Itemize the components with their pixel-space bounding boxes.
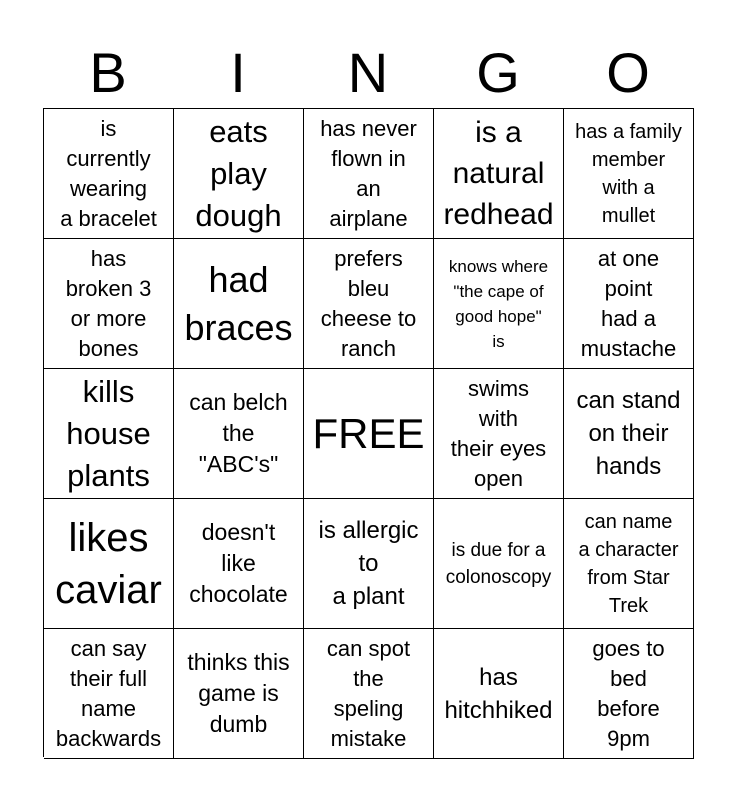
cell-text: knows where "the cape of good hope" is — [448, 256, 549, 351]
header-letter-o: O — [606, 41, 650, 104]
cell-text: doesn't like chocolate — [189, 519, 288, 607]
bingo-cell — [304, 629, 434, 759]
bingo-cell — [44, 499, 174, 629]
cell-text: thinks this game is dumb — [187, 649, 290, 737]
header-letter-b: B — [89, 41, 127, 104]
bingo-cell — [44, 109, 174, 239]
cell-text: has broken 3 or more bones — [65, 245, 152, 361]
cell-text: kills house plants — [66, 373, 151, 493]
bingo-cell — [174, 239, 304, 369]
bingo-cell — [174, 369, 304, 499]
cell-text: has a family member with a mullet — [575, 120, 682, 227]
cell-text: is a natural redhead — [443, 116, 554, 231]
cell-text: has never flown in an airplane — [320, 115, 417, 231]
cell-text: goes to bed before 9pm — [592, 635, 665, 751]
free-space-label: FREE — [312, 409, 425, 457]
bingo-cell — [564, 499, 694, 629]
bingo-cell — [44, 629, 174, 759]
cell-text: is allergic to a plant — [318, 517, 419, 610]
cell-text: is currently wearing a bracelet — [60, 115, 157, 231]
bingo-cell — [174, 629, 304, 759]
free-space-cell — [304, 369, 434, 499]
bingo-cell — [44, 239, 174, 369]
bingo-cell — [564, 109, 694, 239]
cell-text: can say their full name backwards — [55, 635, 162, 751]
bingo-cell — [564, 239, 694, 369]
header-letter-n: N — [347, 41, 389, 104]
cell-text: prefers bleu cheese to ranch — [320, 245, 417, 361]
bingo-header — [43, 40, 693, 106]
bingo-cell — [174, 109, 304, 239]
cell-text: likes caviar — [55, 515, 162, 612]
bingo-cell — [304, 109, 434, 239]
bingo-cell — [304, 499, 434, 629]
cell-text: can spot the speling mistake — [326, 635, 411, 751]
cell-text: eats play dough — [195, 113, 282, 233]
bingo-card-grid — [43, 108, 694, 757]
bingo-cell — [564, 369, 694, 499]
bingo-cell — [434, 239, 564, 369]
cell-text: can belch the "ABC's" — [189, 389, 288, 477]
bingo-cell — [304, 239, 434, 369]
bingo-cell — [434, 369, 564, 499]
bingo-cell — [44, 369, 174, 499]
bingo-cell — [564, 629, 694, 759]
cell-text: can name a character from Star Trek — [578, 510, 679, 617]
bingo-cell — [434, 109, 564, 239]
cell-text: can stand on their hands — [576, 387, 681, 480]
header-letter-g: G — [476, 41, 520, 104]
cell-text: at one point had a mustache — [580, 245, 677, 361]
header-letter-i: I — [230, 41, 246, 104]
cell-text: had braces — [184, 258, 293, 348]
cell-text: has hitchhiked — [444, 663, 553, 724]
bingo-cell — [174, 499, 304, 629]
bingo-cell — [434, 499, 564, 629]
cell-text: swims with their eyes open — [450, 375, 547, 491]
bingo-cell — [434, 629, 564, 759]
cell-text: is due for a colonoscopy — [445, 539, 552, 588]
